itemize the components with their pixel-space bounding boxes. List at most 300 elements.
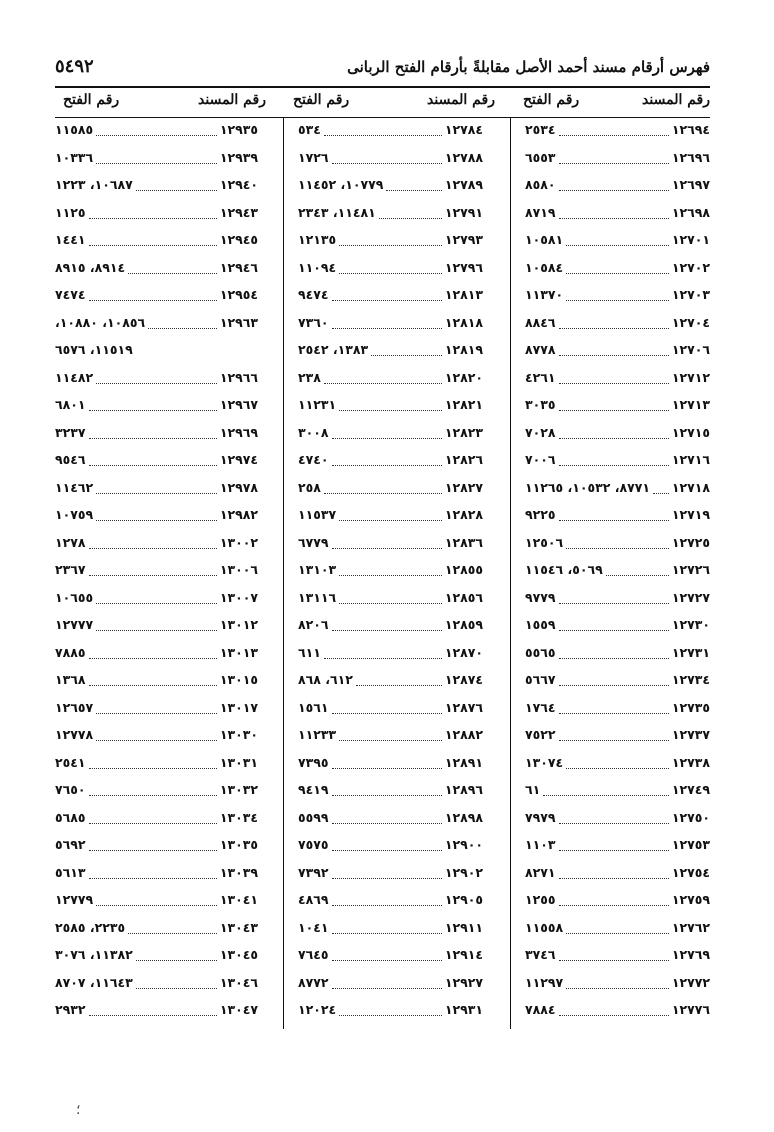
index-entry [55, 645, 258, 665]
index-entry [298, 975, 483, 995]
musnad-number: ١٢٧٩٦ [444, 259, 483, 275]
index-entry [298, 177, 483, 197]
musnad-number: ١٢٧٣٤ [671, 672, 710, 687]
musnad-number: ١٢٧٢٦ [671, 562, 710, 577]
fath-number: ٩٤٧٤ [298, 287, 329, 302]
index-entry [55, 810, 258, 830]
index-entry [525, 590, 710, 610]
musnad-number: ١٢٧٦٢ [671, 919, 710, 935]
index-entry [525, 920, 710, 940]
musnad-number: ١٢٧٠٦ [671, 342, 710, 357]
heading-musnad-left: رقم المسند [198, 92, 266, 108]
index-entry [298, 1002, 483, 1022]
musnad-number: ١٢٩٣٩ [219, 149, 258, 165]
index-entry [55, 617, 258, 637]
fath-number: ٧٠٢٨ [525, 424, 556, 440]
musnad-number: ١٢٨٧٤ [444, 672, 483, 687]
fath-number: ١١٤٦٢ [55, 479, 94, 495]
index-entry [55, 232, 258, 252]
dot-leader [559, 684, 669, 686]
dot-leader [89, 437, 217, 439]
dot-leader [96, 602, 217, 604]
fath-number: ٧٩٧٩ [525, 809, 556, 825]
fath-number: ١٥٦١ [298, 699, 329, 715]
fath-number: ١٢٥٠٦ [525, 534, 564, 550]
index-entry [298, 727, 483, 747]
musnad-number: ١٢٩٤٠ [219, 177, 258, 192]
index-entry [525, 452, 710, 472]
fath-number: ٩٧٧٩ [525, 589, 556, 605]
dot-leader [332, 629, 442, 631]
musnad-number: ١٢٧٥٩ [671, 892, 710, 907]
dot-leader [89, 464, 217, 466]
musnad-number: ١٢٩٤٦ [219, 259, 258, 275]
index-entry [55, 975, 258, 995]
index-entry [298, 617, 483, 637]
dot-leader [96, 162, 217, 164]
musnad-number: ١٢٧١٣ [671, 397, 710, 412]
index-entry [55, 1002, 258, 1022]
fath-number: ١١٥٣٧ [298, 507, 337, 522]
fath-number: ٢٢٣٥، ٢٥٨٥ [55, 919, 126, 935]
fath-number: ١٠٧٧٩، ١١٤٥٢ [298, 177, 384, 192]
fath-number: ٧٥٢٢ [525, 727, 556, 742]
fath-number: ٧٦٥٠ [55, 782, 86, 797]
fath-number: ١١٦٤٣، ٨٧٠٧ [55, 974, 133, 990]
index-entry [525, 535, 710, 555]
index-entry [55, 177, 258, 197]
musnad-number: ١٢٩٤٣ [219, 204, 258, 220]
fath-number: ٦٨٠١ [55, 397, 86, 412]
index-entry [55, 920, 258, 940]
dot-leader [96, 712, 217, 714]
fath-number: ١١٢٥ [55, 204, 86, 220]
column-divider-right [510, 117, 511, 1029]
fath-number: ٢٣٨ [298, 369, 321, 385]
index-entry [525, 562, 710, 582]
index-entry [298, 645, 483, 665]
dot-leader [89, 849, 217, 851]
fath-number: ٢٩٣٢ [55, 1002, 86, 1017]
index-entry [298, 892, 483, 912]
dot-leader [371, 354, 442, 356]
index-entry [298, 700, 483, 720]
dot-leader [559, 739, 669, 741]
index-entry [55, 397, 258, 417]
fath-number: ٧٤٧٤ [55, 287, 86, 302]
musnad-number: ١٢٨٢٦ [444, 452, 483, 467]
heading-musnad-right: رقم المسند [642, 92, 710, 108]
index-entry [55, 507, 258, 527]
musnad-number: ١٣٠٤٦ [219, 974, 258, 990]
musnad-number: ١٢٩٦٧ [219, 397, 258, 412]
fath-number: ٨٨٤٦ [525, 314, 556, 330]
fath-number: ٨٧٧٨ [525, 342, 556, 357]
index-entry [298, 370, 483, 390]
musnad-number: ١٢٨٩٦ [444, 782, 483, 797]
index-entry [525, 122, 710, 142]
fath-number: ٢٥٨ [298, 479, 321, 495]
fath-number: ١١٠٣ [525, 837, 556, 852]
index-entry [525, 947, 710, 967]
index-entry [525, 425, 710, 445]
index-entry [55, 205, 258, 225]
dot-leader [96, 519, 217, 521]
dot-leader [136, 959, 217, 961]
index-entry [55, 260, 258, 280]
fath-number: ٦٥٥٣ [525, 149, 556, 165]
dot-leader [332, 904, 442, 906]
index-entry [55, 122, 258, 142]
column-headings [55, 92, 710, 114]
dot-leader [339, 739, 442, 741]
musnad-number: ١٢٩٣٥ [219, 122, 258, 137]
fath-number: ٩٥٤٦ [55, 452, 86, 467]
fath-number: ١٢١٣٥ [298, 232, 337, 247]
index-entry [55, 562, 258, 582]
musnad-number: ١٢٩٧٤ [219, 452, 258, 467]
musnad-number: ١٣٠١٥ [219, 672, 258, 687]
heading-fath-left: رقم الفتح [63, 92, 120, 108]
musnad-number: ١٣٠١٢ [219, 617, 258, 632]
heading-fath-middle: رقم الفتح [293, 92, 350, 108]
musnad-number: ١٢٧٠٣ [671, 287, 710, 302]
fath-number: ١٠٦٥٥ [55, 589, 94, 605]
dot-leader [559, 354, 669, 356]
dot-leader [136, 189, 217, 191]
musnad-number: ١٢٨٢٧ [444, 479, 483, 495]
musnad-number: ١٢٦٩٤ [671, 122, 710, 137]
dot-leader [559, 134, 669, 136]
dot-leader [559, 1014, 669, 1016]
fath-number: ١١٢٣١ [298, 397, 337, 412]
musnad-number: ١٢٧٨٩ [444, 177, 483, 192]
dot-leader [96, 739, 217, 741]
index-entry [55, 837, 258, 857]
dot-leader [566, 272, 669, 274]
index-entry [525, 1002, 710, 1022]
index-entry [298, 562, 483, 582]
fath-number: ١٢٧٨ [55, 534, 86, 550]
fath-number: ٨٢٧١ [525, 864, 556, 880]
musnad-number: ١٢٨٢٠ [444, 369, 483, 385]
index-entry [298, 315, 483, 335]
header-rule [55, 86, 710, 88]
heading-musnad-middle: رقم المسند [427, 92, 495, 108]
musnad-number: ١٢٧٩١ [444, 204, 483, 220]
fath-number: ١٣٦٨ [55, 672, 86, 687]
index-entry [525, 617, 710, 637]
musnad-number: ١٢٨٢١ [444, 397, 483, 412]
dot-leader [89, 244, 217, 246]
index-entry [55, 672, 258, 692]
musnad-number: ١٢٩٠٢ [444, 864, 483, 880]
index-entry [55, 480, 258, 500]
musnad-number: ١٢٩٦٩ [219, 424, 258, 440]
dot-leader [559, 877, 669, 879]
fath-number: ١٢٥٥ [525, 892, 556, 907]
fath-number: ١١٥١٩، ٦٥٧٦ [55, 342, 133, 357]
index-entry [55, 150, 258, 170]
musnad-number: ١٢٨٥٥ [444, 562, 483, 577]
index-entry [525, 370, 710, 390]
column-heading-rule [55, 117, 710, 118]
fath-number: ٧٣٩٢ [298, 864, 329, 880]
fath-number: ٢٥٤١ [55, 754, 86, 770]
index-entry [55, 700, 258, 720]
index-entry [55, 342, 258, 362]
fath-number: ٣٠٠٨ [298, 424, 329, 440]
musnad-number: ١٢٧٧٢ [671, 974, 710, 990]
dot-leader [559, 657, 669, 659]
dot-leader [89, 794, 217, 796]
musnad-number: ١٢٧١٥ [671, 424, 710, 440]
dot-leader [332, 327, 442, 329]
index-entry [525, 700, 710, 720]
musnad-number: ١٢٧١٦ [671, 452, 710, 467]
dot-leader [339, 574, 442, 576]
index-entry [298, 397, 483, 417]
fath-number: ١٢٦٥٧ [55, 699, 94, 715]
fath-number: ١١٣٨٢، ٣٠٧٦ [55, 947, 133, 962]
index-entry [525, 397, 710, 417]
dot-leader [332, 822, 442, 824]
musnad-number: ١٢٧٧٦ [671, 1002, 710, 1017]
index-entry [525, 315, 710, 335]
index-entry [525, 727, 710, 747]
musnad-number: ١٢٨٩١ [444, 754, 483, 770]
musnad-number: ١٢٩٠٠ [444, 837, 483, 852]
dot-leader [324, 657, 442, 659]
dot-leader [339, 602, 442, 604]
fath-number: ١١٢٣٣ [298, 727, 337, 742]
fath-number: ٤٢٦١ [525, 369, 556, 385]
musnad-number: ١٢٧٤٩ [671, 782, 710, 797]
index-entry [55, 287, 258, 307]
index-entry [55, 425, 258, 445]
page-header [55, 56, 710, 84]
dot-leader [96, 904, 217, 906]
fath-number: ١٣١٠٣ [298, 562, 337, 577]
index-entry [525, 232, 710, 252]
musnad-number: ١٢٧٦٩ [671, 947, 710, 962]
fath-number: ١٣١١٦ [298, 589, 337, 605]
musnad-number: ١٢٨٥٦ [444, 589, 483, 605]
dot-leader [332, 299, 442, 301]
dot-leader [89, 547, 217, 549]
fath-number: ١٢٧٧٩ [55, 892, 94, 907]
fath-number: ٦٧٧٩ [298, 534, 329, 550]
fath-number: ١٠٨٥٦، ١٠٨٨٠، [55, 314, 146, 330]
footer-mark: ؛ [76, 1102, 81, 1118]
musnad-number: ١٢٩٥٤ [219, 287, 258, 302]
dot-leader [332, 437, 442, 439]
index-entry [55, 865, 258, 885]
fath-number: ١٧٢٦ [298, 149, 329, 165]
fath-number: ٣٧٤٦ [525, 947, 556, 962]
fath-number: ١٥٥٩ [525, 617, 556, 632]
dot-leader [566, 987, 669, 989]
dot-leader [386, 189, 441, 191]
fath-number: ٨٥٨٠ [525, 177, 556, 192]
dot-leader [89, 217, 217, 219]
dot-leader [136, 987, 217, 989]
fath-number: ١٠٧٥٩ [55, 507, 94, 522]
fath-number: ٧٨٨٥ [55, 644, 86, 660]
musnad-number: ١٢٩١١ [444, 919, 483, 935]
column-divider-left [283, 117, 284, 1029]
musnad-number: ١٣٠٣١ [219, 754, 258, 770]
fath-number: ١٠٣٣٦ [55, 149, 94, 165]
heading-fath-right: رقم الفتح [523, 92, 580, 108]
musnad-number: ١٢٨٢٣ [444, 424, 483, 440]
fath-number: ٩٤١٩ [298, 782, 329, 797]
musnad-number: ١٣٠٤٥ [219, 947, 258, 962]
fath-number: ٥٥٩٩ [298, 809, 329, 825]
musnad-number: ١٣٠٤١ [219, 892, 258, 907]
dot-leader [559, 849, 669, 851]
index-entry [55, 755, 258, 775]
index-entry [55, 892, 258, 912]
index-entry [298, 672, 483, 692]
fath-number: ١٧٦٤ [525, 699, 556, 715]
dot-leader [332, 767, 442, 769]
index-entry [298, 480, 483, 500]
musnad-number: ١٢٧٠١ [671, 232, 710, 247]
index-entry [525, 645, 710, 665]
index-entry [525, 892, 710, 912]
musnad-number: ١٣٠١٧ [219, 699, 258, 715]
musnad-number: ١٢٧٣١ [671, 644, 710, 660]
dot-leader [566, 299, 669, 301]
fath-number: ٥٠٦٩، ١١٥٤٦ [525, 562, 603, 577]
index-entry [525, 810, 710, 830]
dot-leader [566, 932, 669, 934]
index-entry [525, 755, 710, 775]
dot-leader [332, 932, 442, 934]
fath-number: ٢٣٦٧ [55, 562, 86, 577]
index-entry [525, 975, 710, 995]
fath-number: ٨٢٠٦ [298, 617, 329, 632]
fath-number: ٥٥٦٥ [525, 644, 556, 660]
musnad-number: ١٣٠٣٠ [219, 727, 258, 742]
dot-leader [559, 822, 669, 824]
index-entry [55, 535, 258, 555]
dot-leader [96, 629, 217, 631]
fath-number: ١١٤٨٢ [55, 369, 94, 385]
fath-number: ١١٠٩٤ [298, 259, 337, 275]
dot-leader [379, 217, 442, 219]
musnad-number: ١٢٨٧٦ [444, 699, 483, 715]
musnad-number: ١٢٨١٣ [444, 287, 483, 302]
index-entry [298, 425, 483, 445]
fath-number: ١١٢٩٧ [525, 974, 564, 990]
index-entry [298, 590, 483, 610]
musnad-number: ١٢٦٩٨ [671, 204, 710, 220]
fath-number: ٦١ [525, 782, 541, 797]
musnad-number: ١٢٧٣٨ [671, 754, 710, 770]
musnad-number: ١٢٩٦٦ [219, 369, 258, 385]
index-entry [298, 260, 483, 280]
dot-leader [339, 272, 442, 274]
dot-leader [332, 464, 442, 466]
musnad-number: ١٢٧١٨ [671, 479, 710, 495]
musnad-number: ١٢٨٧٠ [444, 644, 483, 660]
fath-number: ٨٧٧١، ١٠٥٣٢، ١١٢٦٥ [525, 479, 651, 495]
index-entry [298, 865, 483, 885]
dot-leader [339, 409, 442, 411]
dot-leader [89, 684, 217, 686]
musnad-number: ١٢٧١٩ [671, 507, 710, 522]
index-entry [525, 672, 710, 692]
musnad-number: ١٢٩١٤ [444, 947, 483, 962]
dot-leader [136, 355, 255, 356]
dot-leader [324, 492, 442, 494]
musnad-number: ١٢٧٣٧ [671, 727, 710, 742]
dot-leader [653, 492, 669, 494]
fath-number: ١٠٥٨١ [525, 232, 564, 247]
index-entry [55, 370, 258, 390]
index-entry [298, 150, 483, 170]
fath-number: ٧٥٧٥ [298, 837, 329, 852]
index-entry [525, 480, 710, 500]
index-entry [298, 507, 483, 527]
musnad-number: ١٢٧٢٧ [671, 589, 710, 605]
dot-leader [89, 877, 217, 879]
fath-number: ٥٣٤ [298, 122, 321, 137]
musnad-number: ١٢٧٢٥ [671, 534, 710, 550]
musnad-number: ١٢٧٠٢ [671, 259, 710, 275]
index-entry [298, 205, 483, 225]
index-entry [298, 342, 483, 362]
fath-number: ٧٠٠٦ [525, 452, 556, 467]
dot-leader [89, 574, 217, 576]
musnad-number: ١٢٦٩٧ [671, 177, 710, 192]
index-entry [55, 452, 258, 472]
index-entry [298, 287, 483, 307]
fath-number: ٦١١ [298, 644, 321, 660]
musnad-number: ١٢٨١٩ [444, 342, 483, 357]
fath-number: ٥٦٩٢ [55, 837, 86, 852]
dot-leader [128, 272, 217, 274]
musnad-number: ١٢٨١٨ [444, 314, 483, 330]
musnad-number: ١٢٧٠٤ [671, 314, 710, 330]
fath-number: ١٠٥٨٤ [525, 259, 564, 275]
index-entry [525, 507, 710, 527]
fath-number: ٥٦٨٥ [55, 809, 86, 825]
fath-number: ٤٨٦٩ [298, 892, 329, 907]
dot-leader [559, 217, 669, 219]
dot-leader [559, 519, 669, 521]
musnad-number: ١٢٧٩٣ [444, 232, 483, 247]
musnad-number: ١٢٨٨٢ [444, 727, 483, 742]
index-entry [55, 590, 258, 610]
running-title: فهرس أرقام مسند أحمد الأصل مقابلةً بأرقام الفتح الربانى [347, 58, 710, 76]
dot-leader [559, 712, 669, 714]
musnad-number: ١٣٠٠٢ [219, 534, 258, 550]
dot-leader [89, 1014, 217, 1016]
musnad-number: ١٢٩٧٨ [219, 479, 258, 495]
fath-number: ١١٥٨٥ [55, 122, 94, 137]
dot-leader [324, 134, 442, 136]
fath-number: ٧٨٨٤ [525, 1002, 556, 1017]
dot-leader [89, 822, 217, 824]
musnad-number: ١٣٠٠٦ [219, 562, 258, 577]
index-entry [55, 947, 258, 967]
musnad-number: ١٢٧٨٤ [444, 122, 483, 137]
fath-number: ١١٥٥٨ [525, 919, 564, 935]
fath-number: ١٠٦٨٧، ١٢٢٣ [55, 177, 133, 192]
